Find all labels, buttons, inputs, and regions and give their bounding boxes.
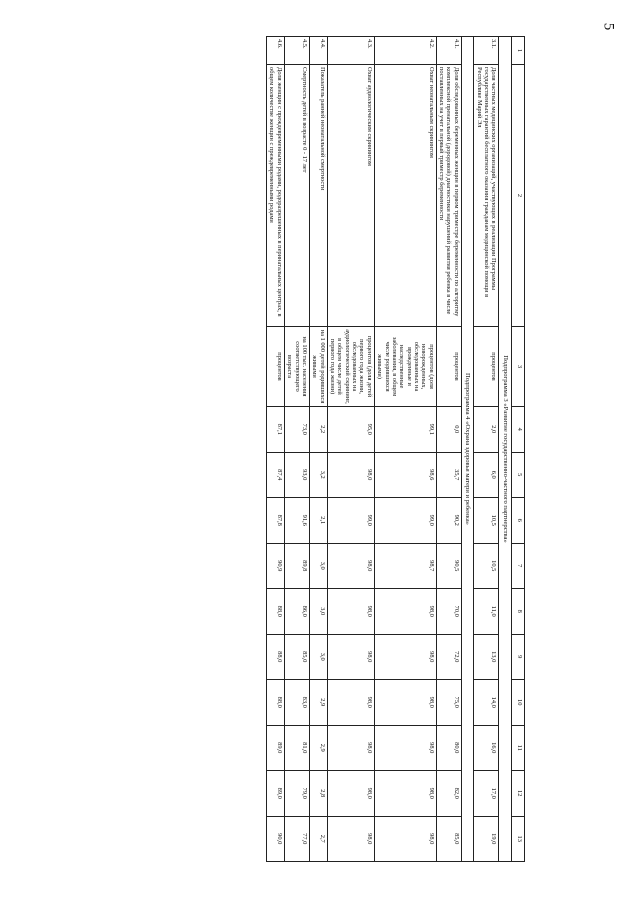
header-row (512, 37, 525, 862)
column-header-12: 12 (512, 771, 525, 817)
value-cell: 10,5 (474, 543, 499, 589)
value-cell: 88,0 (267, 680, 285, 726)
value-cell: 88,0 (267, 589, 285, 635)
indicator-name: Охват аудиологическим скринингом (327, 65, 374, 327)
value-cell: 98,6 (374, 452, 436, 498)
value-cell: 98,0 (374, 771, 436, 817)
value-cell: 3,2 (309, 452, 327, 498)
column-header-1: 1 (512, 37, 525, 65)
row-number: 4.6. (267, 37, 285, 65)
value-cell: 99,0 (374, 498, 436, 544)
value-cell: 3,0 (309, 634, 327, 680)
column-header-5: 5 (512, 452, 525, 498)
value-cell: 89,0 (267, 725, 285, 771)
unit-cell: процентов (доля новорожденных, обследованных на врожденные и наследственные заболевания, в общем числе родившихся живыми) (374, 327, 436, 407)
value-cell: 2,9 (309, 680, 327, 726)
value-cell: 6,0 (474, 452, 499, 498)
unit-cell: процентов (267, 327, 285, 407)
value-cell: 11,0 (474, 589, 499, 635)
value-cell: 90,2 (436, 498, 461, 544)
row-number: 4.4. (309, 37, 327, 65)
value-cell: 79,0 (284, 771, 309, 817)
value-cell: 85,0 (436, 816, 461, 862)
unit-cell: на 100 тыс. населения соответствующего возраста (284, 327, 309, 407)
value-cell: 19,0 (474, 816, 499, 862)
table-row (309, 37, 327, 862)
unit-cell: на 1 000 детей родившихся живыми (309, 327, 327, 407)
unit-cell: процентов (436, 327, 461, 407)
value-cell: 17,0 (474, 771, 499, 817)
column-header-6: 6 (512, 498, 525, 544)
value-cell: 13,0 (474, 634, 499, 680)
value-cell: 3,0 (309, 589, 327, 635)
value-cell: 2,1 (309, 498, 327, 544)
column-header-10: 10 (512, 680, 525, 726)
value-cell: 3,0 (309, 543, 327, 589)
table-row (474, 37, 499, 862)
column-header-2: 2 (512, 65, 525, 327)
section-title: Подпрограмма 3 «Развитие государственно-частного партнерства» (499, 37, 512, 862)
value-cell: 98,7 (374, 543, 436, 589)
column-header-13: 13 (512, 816, 525, 862)
value-cell: 90,9 (267, 543, 285, 589)
value-cell: 98,0 (327, 680, 374, 726)
indicator-name: Смертность детей в возрасте 0 - 17 лет (284, 65, 309, 327)
value-cell: 87,1 (267, 407, 285, 453)
value-cell: 35,7 (436, 452, 461, 498)
column-header-9: 9 (512, 634, 525, 680)
value-cell: 70,0 (436, 589, 461, 635)
indicator-name: Доля обследованных беременных женщин в первом триместре беременности по алгоритму комплексной пренатальной (дородовой) диагностики нарушений развития ребенка в числе поставленных на учет в первый триместр беременности (436, 65, 461, 327)
column-header-8: 8 (512, 589, 525, 635)
value-cell: 2,2 (309, 407, 327, 453)
value-cell: 98,0 (327, 816, 374, 862)
value-cell: 85,0 (284, 634, 309, 680)
value-cell: 2,8 (309, 771, 327, 817)
row-number: 4.5. (284, 37, 309, 65)
indicator-name: Доля частных медицинских организаций, участвующих в реализации Программы государственных гарантий бесплатного оказания гражданам медицинской помощи в Республике Марий Эл (474, 65, 499, 327)
value-cell: 98,0 (374, 725, 436, 771)
value-cell: 82,0 (436, 771, 461, 817)
indicator-name: Показатель ранней неонатальной смертности (309, 65, 327, 327)
row-number: 3.1. (474, 37, 499, 65)
value-cell: 16,0 (474, 725, 499, 771)
value-cell: 98,0 (327, 589, 374, 635)
value-cell: 98,0 (327, 725, 374, 771)
value-cell: 0,0 (436, 407, 461, 453)
row-number: 4.2. (374, 37, 436, 65)
value-cell: 2,7 (309, 816, 327, 862)
value-cell: 99,0 (327, 498, 374, 544)
value-cell: 75,0 (436, 680, 461, 726)
table-row (267, 37, 285, 862)
value-cell: 98,0 (374, 816, 436, 862)
value-cell: 77,0 (284, 816, 309, 862)
table-body (267, 37, 512, 862)
row-number: 4.3. (327, 37, 374, 65)
value-cell: 14,0 (474, 680, 499, 726)
unit-cell: процентов (доля детей первого года жизни, обследованных на аудиологический скрининг, в общем числе детей первого года жизни) (327, 327, 374, 407)
row-number: 4.1. (436, 37, 461, 65)
value-cell: 98,0 (374, 680, 436, 726)
value-cell: 93,0 (284, 452, 309, 498)
value-cell: 87,4 (267, 452, 285, 498)
column-header-4: 4 (512, 407, 525, 453)
value-cell: 88,0 (267, 634, 285, 680)
value-cell: 98,0 (374, 634, 436, 680)
indicators-table (266, 36, 525, 862)
value-cell: 98,0 (327, 543, 374, 589)
table-row (327, 37, 374, 862)
value-cell: 95,0 (327, 407, 374, 453)
value-cell: 90,0 (267, 816, 285, 862)
value-cell: 10,5 (474, 498, 499, 544)
value-cell: 86,0 (284, 589, 309, 635)
value-cell: 99,1 (374, 407, 436, 453)
value-cell: 98,0 (327, 771, 374, 817)
value-cell: 80,0 (436, 725, 461, 771)
column-header-11: 11 (512, 725, 525, 771)
section-row (499, 37, 512, 862)
value-cell: 2,0 (474, 407, 499, 453)
value-cell: 98,0 (327, 634, 374, 680)
column-header-7: 7 (512, 543, 525, 589)
value-cell: 89,0 (267, 771, 285, 817)
indicator-name: Доля женщин с преждевременными родами, родоразрешенных в перинатальных центрах, в общем количестве женщин с преждевременными родами (267, 65, 285, 327)
value-cell: 2,9 (309, 725, 327, 771)
value-cell: 98,0 (327, 452, 374, 498)
page-number: 5 (600, 22, 617, 31)
table-row (436, 37, 461, 862)
value-cell: 91,6 (284, 498, 309, 544)
section-title: Подпрограмма 4 «Охрана здоровья матери и ребенка» (461, 37, 474, 862)
indicator-name: Охват неонатальным скринингом (374, 65, 436, 327)
section-row (461, 37, 474, 862)
unit-cell: процентов (474, 327, 499, 407)
table-row (284, 37, 309, 862)
value-cell: 72,0 (436, 634, 461, 680)
value-cell: 81,0 (284, 725, 309, 771)
column-header-3: 3 (512, 327, 525, 407)
value-cell: 89,8 (284, 543, 309, 589)
value-cell: 90,5 (436, 543, 461, 589)
value-cell: 98,0 (374, 589, 436, 635)
value-cell: 73,0 (284, 407, 309, 453)
value-cell: 87,8 (267, 498, 285, 544)
value-cell: 83,0 (284, 680, 309, 726)
table-row (374, 37, 436, 862)
